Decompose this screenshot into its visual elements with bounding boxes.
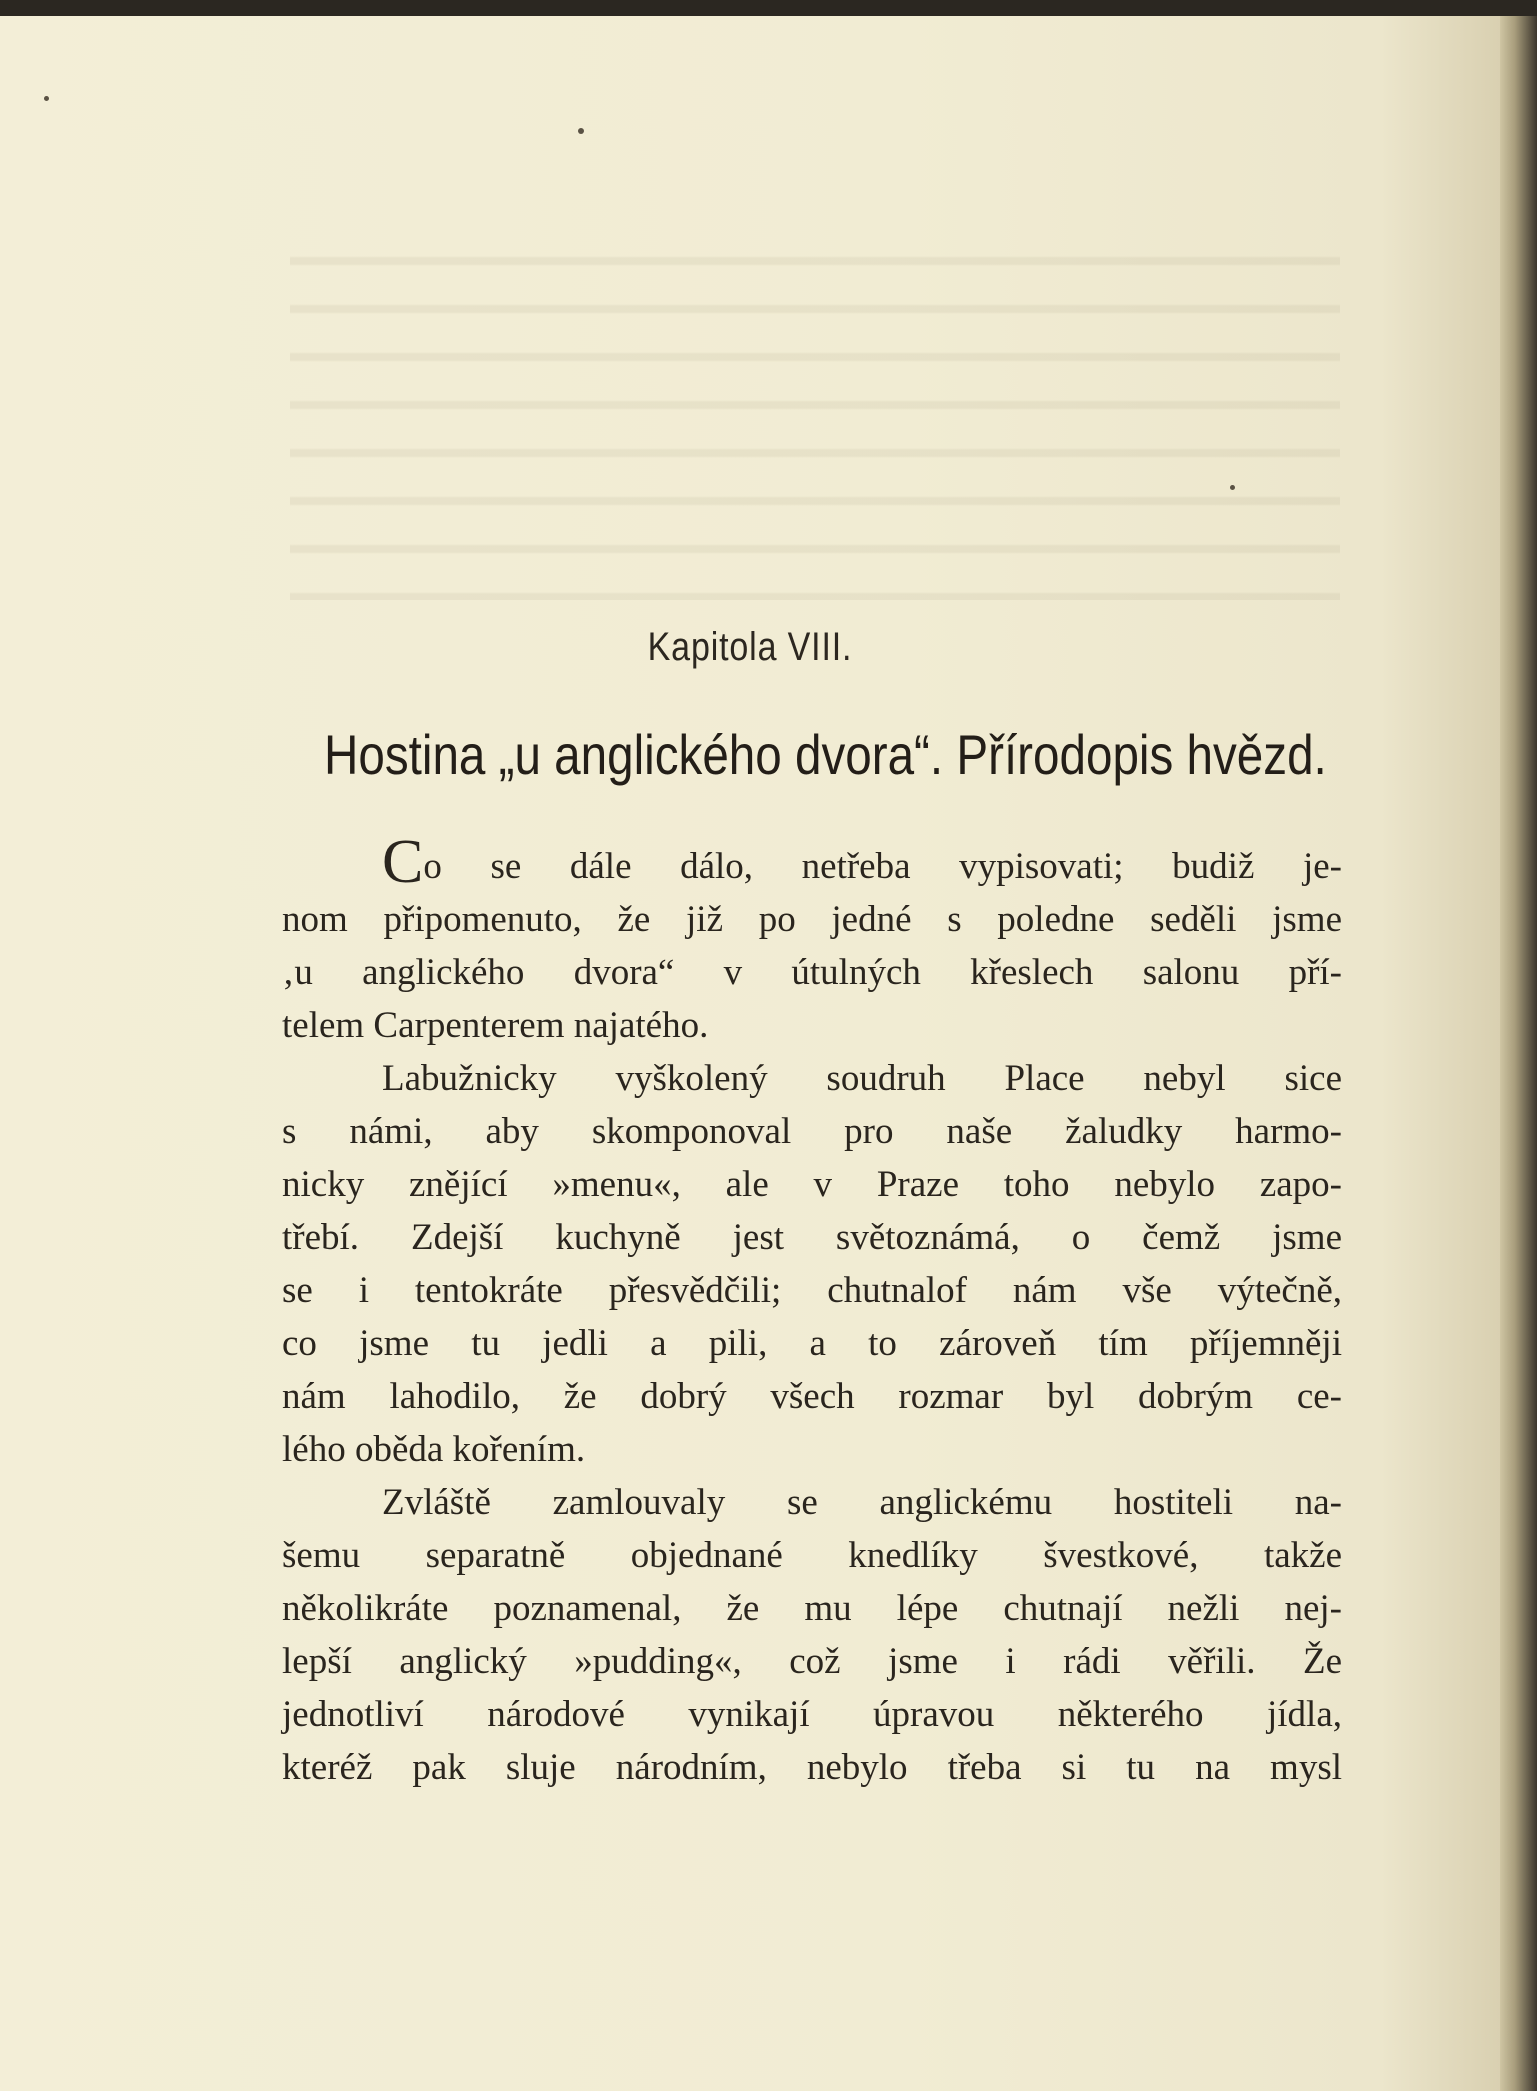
text-line: jednotliví národové vynikají úpravou některého jídla, [282, 1694, 1342, 1735]
text-line: několikráte poznamenal, že mu lépe chutnají nežli nej- [282, 1588, 1342, 1629]
text-line: třebí. Zdejší kuchyně jest světoznámá, o čemž jsme [282, 1217, 1342, 1258]
text-line: nom připomenuto, že již po jedné s poledne seděli jsme [282, 899, 1342, 940]
paragraph-1 [282, 828, 1342, 1052]
chapter-heading: Kapitola VIII. [647, 625, 853, 669]
paragraph-2 [282, 1052, 1342, 1476]
ink-spot [44, 96, 49, 101]
text-line: Zvláště zamlouvaly se anglickému hostiteli na- [382, 1482, 1342, 1523]
text-line: lepší anglický »pudding«, což jsme i rádi věřili. Že [282, 1641, 1342, 1682]
ink-spot [1230, 485, 1235, 490]
text-line: s námi, aby skomponoval pro naše žaludky harmo- [282, 1111, 1342, 1152]
page-edge [1500, 16, 1537, 2091]
text-line: se i tentokráte přesvědčili; chutnalof nám vše výtečně, [282, 1270, 1342, 1311]
text-line: kteréž pak sluje národním, nebylo třeba si tu na mysl [282, 1747, 1342, 1788]
drop-cap: C [382, 828, 424, 896]
text-line: co jsme tu jedli a pili, a to zároveň tím příjemněji [282, 1323, 1342, 1364]
text-line: ‚u anglického dvora“ v útulných křeslech salonu pří- [282, 952, 1342, 993]
text-line-rest: o se dále dálo, netřeba vypisovati; budiž je- [423, 846, 1342, 887]
text-line: šemu separatně objednané knedlíky švestkové, takže [282, 1535, 1342, 1576]
text-line: nám lahodilo, že dobrý všech rozmar byl dobrým ce- [282, 1376, 1342, 1417]
chapter-title: Hostina „u anglického dvora“. Přírodopis hvězd. [324, 723, 1327, 786]
ink-spot [578, 128, 584, 134]
bleed-through-text [290, 230, 1340, 600]
text-line [282, 828, 1342, 896]
text-line: Labužnicky vyškolený soudruh Place nebyl sice [382, 1058, 1342, 1099]
text-line: lého oběda kořením. [282, 1429, 586, 1470]
body-text [282, 828, 1342, 1794]
paragraph-3 [282, 1476, 1342, 1794]
text-line: telem Carpenterem najatého. [282, 1005, 709, 1046]
text-line: nicky znějící »menu«, ale v Praze toho nebylo zapo- [282, 1164, 1342, 1205]
